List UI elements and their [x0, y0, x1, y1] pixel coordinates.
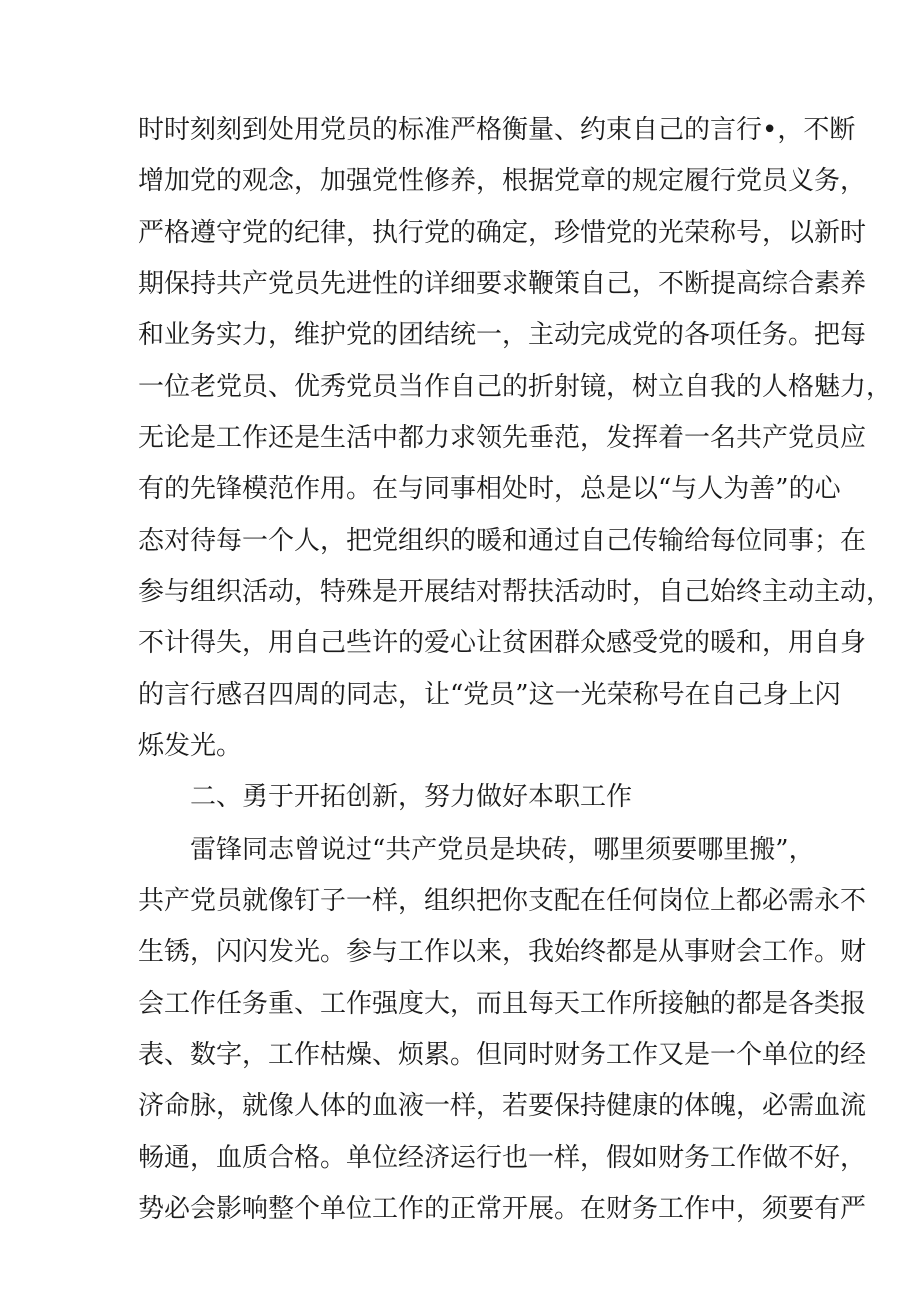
paragraph-line: 的言行感召四周的同志，让“党员”这一光荣称号在自己身上闪 — [138, 680, 841, 710]
paragraph-line: 会工作任务重、工作强度大，而且每天工作所接触的都是各类报 — [138, 989, 867, 1019]
paragraph-line: 共产党员就像钉子一样，组织把你支配在任何岗位上都必需永不 — [138, 886, 867, 916]
paragraph-line: 济命脉，就像人体的血液一样，若要保持健康的体魄，必需血流 — [138, 1091, 867, 1121]
paragraph-line: 势必会影响整个单位工作的正常开展。在财务工作中，须要有严 — [138, 1194, 867, 1224]
paragraph-line: 烁发光。 — [138, 731, 243, 761]
paragraph-line: 无论是工作还是生活中都力求领先垂范，发挥着一名共产党员应 — [138, 423, 867, 453]
paragraph-line: 不计得失，用自己些许的爱心让贫困群众感受党的暖和，用自身 — [138, 628, 867, 658]
paragraph-line: 和业务实力，维护党的团结统一，主动完成党的各项任务。把每 — [138, 320, 867, 350]
paragraph-line: 参与组织活动，特殊是开展结对帮扶活动时，自己始终主动主动， — [138, 577, 893, 607]
paragraph-line: 生锈，闪闪发光。参与工作以来，我始终都是从事财会工作。财 — [138, 937, 867, 967]
paragraph-line: 时时刻刻到处用党员的标准严格衡量、约束自己的言行•，不断 — [138, 115, 856, 145]
paragraph-line: 态对待每一个人，把党组织的暖和通过自己传输给每位同事；在 — [138, 526, 867, 556]
section-heading: 二、勇于开拓创新，努力做好本职工作 — [190, 782, 633, 812]
paragraph-line: 严格遵守党的纪律，执行党的确定，珍惜党的光荣称号，以新时 — [138, 218, 867, 248]
paragraph-line: 表、数字，工作枯燥、烦累。但同时财务工作又是一个单位的经 — [138, 1040, 867, 1070]
paragraph-line: 雷锋同志曾说过“共产党员是块砖，哪里须要哪里搬”， — [190, 835, 815, 865]
paragraph-line: 一位老党员、优秀党员当作自己的折射镜，树立自我的人格魅力， — [138, 372, 893, 402]
paragraph-line: 畅通，血质合格。单位经济运行也一样，假如财务工作做不好， — [138, 1143, 867, 1173]
paragraph-line: 增加党的观念，加强党性修养，根据党章的规定履行党员义务， — [138, 166, 867, 196]
paragraph-line: 有的先锋模范作用。在与同事相处时，总是以“与人为善”的心 — [138, 474, 841, 504]
paragraph-line: 期保持共产党员先进性的详细要求鞭策自己，不断提高综合素养 — [138, 269, 867, 299]
